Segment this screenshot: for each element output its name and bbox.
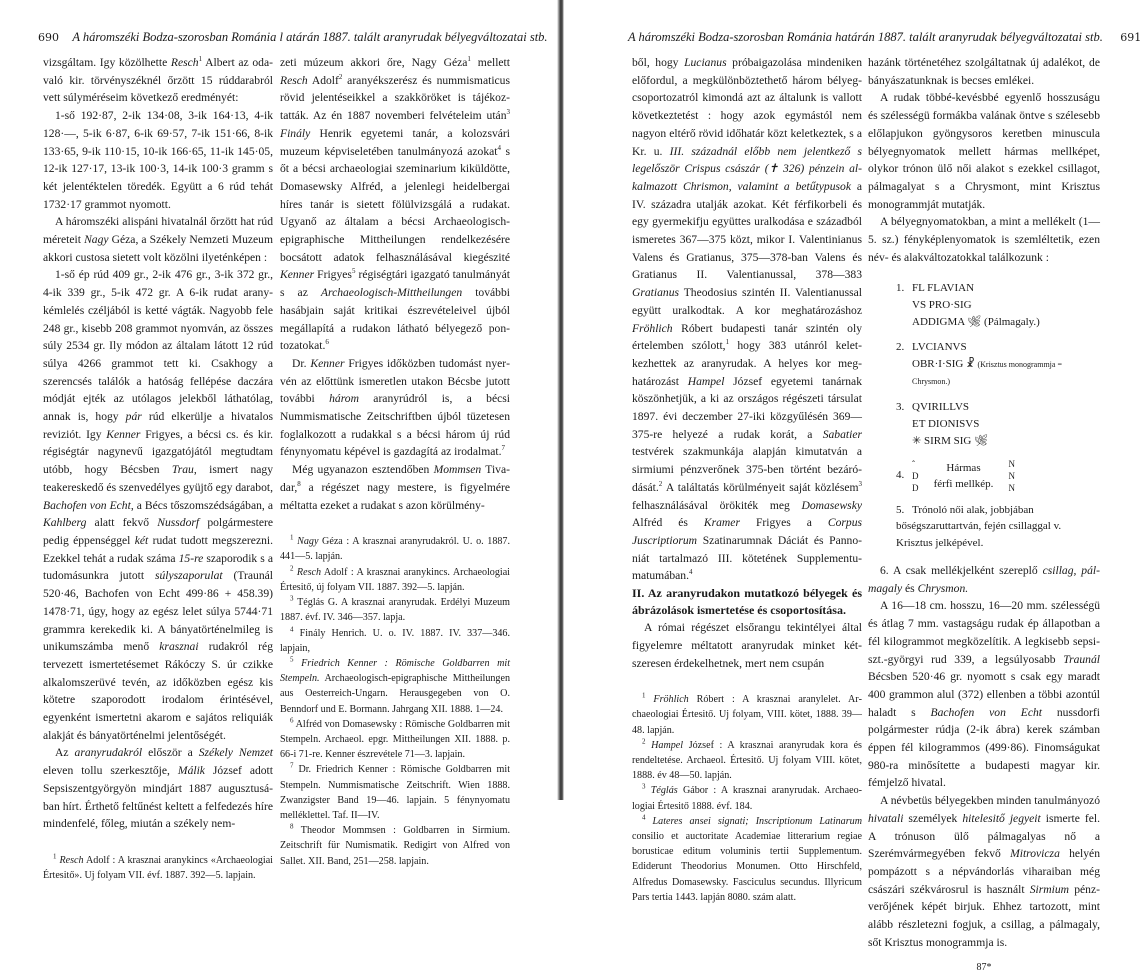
italic-name: Trau <box>171 463 194 477</box>
paragraph <box>280 461 510 514</box>
stamp-number: 5. <box>896 503 905 516</box>
text-run: s őt a bécsi archaeologiai szeminarium kiküldötte, Domasewsky Alfréd, a jelenlegi heidelbergai híres tanár is sietett fölülvizsgálá a rudakat. Ugyanő az általam a bécsi Archaeologisch-epigraphische Mittheilungen rendelkezésére bocsátott adatok felhasználásával kiegészité <box>280 144 510 264</box>
footnote-number: 2 <box>642 737 646 746</box>
italic-name: Málik <box>177 764 205 778</box>
italic-title: Archaeologisch-Mittheilungen <box>320 286 463 300</box>
text-run: a IV. századra utalják azokat. Két férfikorbeli és egy gyermekifju együttes uralkodása e századból ismeretes 367—375 közt, mikor I. Valentinianus Valens és Gratianus, 375—378-ban Valens és Gratianus II. Valentianussal, 378—383 <box>632 179 862 282</box>
n-symbol-icon: N N N <box>1008 458 1015 493</box>
paragraph <box>280 54 510 355</box>
italic-title: Székely Nemzet <box>198 746 273 760</box>
italic-name: Kenner <box>310 356 345 370</box>
footnote-number: 2 <box>290 564 294 573</box>
text-run: először a <box>142 746 199 760</box>
text-run: Géza, a Székely Nemzeti Muzeum akkori custosa sietett volt közölni ilyeténképen : <box>43 233 273 264</box>
text-run: József egyetemi tanárnak köszönhetjük, a ki az országos régészeti társulat 1897. évi deczember 27-iki közgyűlésén 369—375-re helyezé a rudak korát, a <box>632 374 862 441</box>
page-number: 691 <box>1120 31 1141 44</box>
stamp-item <box>896 280 1100 330</box>
paragraph <box>43 266 273 744</box>
italic-name: Nagy <box>84 233 109 247</box>
running-title: A háromszéki Bodza-szorosban Románia határán 1887. talált aranyrudak bélyegváltozatai stb. <box>628 30 1103 44</box>
italic-word: pár <box>125 410 142 424</box>
text-run: pénzverőjének képét birjuk. Ehhez tartozott, mint alább részletezni fogjuk, a csillag, a pálmagaly, sőt Krisztus monogrammja is. <box>868 882 1100 949</box>
text-run: próbaigazolása mindeniken előfordul, a megkülönböztethető három bélyegcsoportozatról kimondá azt az általunk is vallott következtetést : hogy azok egymástól nem nagyon eltérő rövid időhatár közt keletkeztek, s a Kr. u. <box>632 56 862 158</box>
footnote-ref[interactable]: 2 <box>338 72 343 81</box>
paragraph: 1-ső 192·87, 2-ik 134·08, 3-ik 164·13, 4-ik 128·—, 5-ik 6·87, 6-ik 69·57, 7-ik 151·66, 8-ik 133·65, 9-ik 110·15, 10-ik 166·65, 11-ik 145·05, 12-ik 127·17, 13-ik 100·3, 14-ik 100·3 gramm s két jelentéktelen töredék. Együtt a 6 rúd tehát 1732·17 grammot nyomott. <box>43 109 273 211</box>
text-run: ismerte fel. A trónuson ülő pálmagalyas nő a Szerémvármegyében fekvő <box>868 811 1100 861</box>
italic-word: hitelesitő jegyeit <box>962 811 1041 825</box>
stamp-line: Trónoló női alak, jobbjában bőségszaruttartván, fején csillaggal v. Krisztus jelképével. <box>896 503 1062 550</box>
italic-name: Finály <box>280 126 311 140</box>
footnote-author: Lateres ansei signati; Inscriptionum Latinarum <box>652 815 862 827</box>
italic-place: Sirmium <box>1029 882 1070 896</box>
italic-word: csillag, pálmagaly <box>868 564 1100 595</box>
paragraph <box>280 355 510 461</box>
stamp-note: (Krisztus monogrammja = Chrysmon.) <box>912 359 1062 387</box>
text-run: Alfréd és <box>632 516 704 530</box>
paragraph <box>43 54 273 107</box>
italic-title: Corpus Juscriptiorum <box>632 516 863 547</box>
stamp-line: OBR·I·SIG <box>912 357 964 370</box>
italic-name: Lucianus <box>684 56 727 69</box>
star-icon: ✳ <box>912 434 922 447</box>
footnote-text: Finály Henrich. U. o. IV. 1887. IV. 337—346. lapjain, <box>280 627 510 654</box>
text-run: , ismert nagy teakereskedő és szenvedélyes gyüjtő egy darabot, <box>43 463 273 494</box>
italic-name: Resch <box>280 73 308 87</box>
text-run: Frigyes, a bécsi cs. és kir. régiségtár nagynevű igazgatójától megtudtam utóbb, hogy Bécsben <box>43 427 274 477</box>
footnote-author: Hampel <box>651 739 684 751</box>
italic-name: Bachofen von Echt <box>930 705 1042 719</box>
text-run: régiségtári igazgató tanulmányát s az <box>280 268 510 300</box>
text-run: Az <box>55 746 75 760</box>
text-run: rudat tudott megszerezni. Ezekkel tehát a rudak száma <box>43 533 274 565</box>
stamp-line: VS PRO·SIG <box>912 299 972 312</box>
footnote-text: Róbert : A krasznai aranylelet. Archaeologiai Értesitő. Uj folyam, VIII. kötet, 1888. 39—48. lapján. <box>632 694 862 736</box>
footnote-text: Téglás G. A krasznai aranyrudak. Erdélyi Muzeum 1887. évf. IV. 346—357. lapja. <box>280 597 510 624</box>
text-run: 6. A csak mellékjelként szereplő <box>880 564 1043 577</box>
italic-place: Mitrovicza <box>1010 847 1060 861</box>
text-run: nussdorfi polgármester rúdja (2-ik ábra) kerek számban éppen fél kilogrammos (499·86). Finomságukat 980-ra minősítette a budapesti magyar kir. fémjelző hivatal. <box>868 705 1100 790</box>
paragraph <box>632 54 862 585</box>
left-page <box>0 0 560 882</box>
section-heading: II. Az aranyrudakon mutatkozó bélyegek és ábrázolások ismertetése és csoportosítása. <box>632 586 862 618</box>
footnote-author: Fröhlich <box>653 694 689 706</box>
footnote-number: 3 <box>642 783 646 792</box>
stamp-item <box>896 399 1100 449</box>
italic-word: krasznai <box>159 640 199 654</box>
footnote-number: 1 <box>290 533 294 542</box>
footnotes <box>632 692 862 905</box>
footnote <box>43 853 273 883</box>
footnote-author: Resch <box>296 566 322 578</box>
text-run: Bécsben 520·46 gr. nyomott s csak egy maradt 400 grammon alul (372) ellenben a többi azontúl haladt s <box>868 670 1100 719</box>
text-column <box>868 54 1100 977</box>
text-run: vizsgáltam. Igy közölhette <box>43 56 171 69</box>
footnote <box>280 626 510 656</box>
italic-word: 15-re <box>178 551 204 565</box>
text-run: ből, hogy <box>632 56 685 69</box>
text-run: rudakról rég tervezett ismertetésemet Rákóczy S. úr czikke alkalomszerüvé tevén, az időközben egész kis kötetre szaporodott irodalom érintésével, egyenként ismertetni akarom e sajátos reliquiák alakját és bányatörténelmi jelentőségét. <box>43 640 273 742</box>
italic-phrase: III. századnál előbb nem jelentkező s legelőször Crispus császár (✝ 326) pénzein alkalmazott Chrismon, valamint a betűtypusok <box>632 144 863 193</box>
page-number: 690 <box>38 31 59 44</box>
footnote <box>280 717 510 763</box>
text-run: polgármestere pedig éppenséggel <box>43 516 273 547</box>
text-run: , a Bécs tőszomszédságában, a <box>130 498 273 512</box>
stamp-number: 2. <box>896 340 905 353</box>
palm-branch-icon: 🌿︎ <box>967 316 982 329</box>
footnote-ref[interactable]: 4 <box>688 568 693 577</box>
footnote-text: Adolf : A krasznai aranykincs. Archaeologiai Értesitő, új folyam VII. 1887. 392—5. lapján. <box>280 566 510 593</box>
text-run: Még ugyanazon esztendőben <box>292 463 434 477</box>
italic-name: Kenner <box>280 268 315 282</box>
paragraph: A bélyegnyomatokban, a mint a mellékelt (1—5. sz.) fényképlenyomatok is szemléltetik, ezen név- és alakváltozatokkal találkozunk : <box>868 215 1100 264</box>
footnote-number: 7 <box>290 761 294 770</box>
italic-name: Mommsen <box>433 463 482 477</box>
italic-name: Sabatier <box>822 427 862 441</box>
italic-name: Bachofen von Echt <box>43 498 131 512</box>
footnote <box>280 762 510 823</box>
footnote <box>632 738 862 784</box>
paragraph: A rudak többé-kevésbbé egyenlő hosszuságu és szélességü formákba valának öntve s szélesebb előlapjukon gyöngysoros keretben minuscula bélyegnyomatok mellett hármas mellképet, olykor trónon ülő női alakot s ezekkel csillagot, pálmagalyat s a Chrysmont, mint Krisztus monogrammját mutatják. <box>868 91 1100 211</box>
text-run: Dr. <box>292 356 311 370</box>
stamp-line: ADDIGMA <box>912 316 965 329</box>
stamp-item <box>896 339 1100 391</box>
text-run: A 16—18 cm. hosszu, 16—20 mm. szélességü és átlag 7 mm. vastagságu rudak ép állapotban a fél kilogrammot megközelítik. A legkisebb sepsi-szt.-györgyi rud 339, a legsúlyosabb <box>868 599 1100 666</box>
footnote-text: Dr. Friedrich Kenner : Römische Goldbarren mit Stempeln. Nummismatische Zeitschrift. Wien 1888. Zwanzigster Band 19—46. lapjain. 5 fénynyomatu melléklettel. Taf. II—IV. <box>280 764 511 821</box>
stamp-item <box>896 458 1100 494</box>
text-run: Albert az odavaló kir. törvényszéknél őrzött 15 rúddarabról vett súlyméréseim következő eredményét: <box>43 56 273 105</box>
stamp-number: 4. <box>896 469 905 482</box>
text-run: személyek <box>903 811 963 825</box>
footnote-text: Theodor Mommsen : Goldbarren in Sirmium. Zeitschrift für Numismatik. Redigirt von Alfred von Sallet. XII. Band, 251—258. lapjain. <box>280 825 511 867</box>
stamp-item <box>896 502 1100 552</box>
text-run: A névbetüs bélyegekben minden tanulmányozó <box>880 794 1100 808</box>
stamp-caption-line: Hármas <box>946 461 981 474</box>
footnote-ref[interactable]: 4 <box>497 143 501 152</box>
footnote-text: consilio et auctoritate Academiae litterarium regiae borusticae editum voluminis tertii Supplementum. Ediderunt Theodorius Monumen. Otto Hirschfeld, Alfredus Domasewsky. Fasciculus secundus. Illyricum Pars tertia 1443. lapján 8080. szám alatt. <box>632 831 862 903</box>
footnote-text: Gábor : A krasznai aranyrudak. Archaeologiai Értesitő 1888. évf. 184. <box>632 785 862 812</box>
footnote-number: 6 <box>290 716 294 725</box>
text-run: a régészet nagy mestere, is figyelmére méltatta ezeket a rudakat s azon körülmény- <box>280 480 510 512</box>
paragraph: A római régészet elsőrangu tekintélyei által figyelemre méltatott aranyrudak minket kétszeresen érdekelhetnek, mert nem csupán <box>632 621 862 670</box>
footnote-ref[interactable]: 6 <box>325 338 329 347</box>
stamp-line: SIRM SIG <box>923 434 972 447</box>
footnote-number: 1 <box>53 852 57 861</box>
italic-place: Kahlberg <box>43 516 87 530</box>
running-head-left <box>38 30 548 45</box>
footnote-ref[interactable]: 1 <box>198 55 203 64</box>
text-run: A háromszéki alispáni hivatalnál őrzött hat rúd méreteit <box>43 215 273 247</box>
footnote-text: Géza : A krasznai aranyrudakról. U. o. 1887. 441—5. lapján. <box>280 536 510 563</box>
footnote-author: Nagy <box>297 536 319 548</box>
footnote-number: 4 <box>290 625 294 634</box>
paragraph <box>43 213 273 266</box>
text-run: alatt fekvő <box>86 516 158 530</box>
footnote <box>280 534 510 564</box>
text-run: felhasználásával örökiték meg <box>632 498 802 512</box>
italic-name: Hampel <box>687 374 725 388</box>
text-run: mellett <box>470 56 511 69</box>
footnote-ref[interactable]: 1 <box>725 338 730 347</box>
italic-word: három <box>329 392 359 406</box>
text-run: hogy 383 utánról keletkezhettek az aranyrudak. A helyes kor meghatározást <box>632 339 862 388</box>
text-run: és <box>902 581 918 595</box>
footnote-ref[interactable]: 8 <box>297 480 301 489</box>
footnote-ref[interactable]: 5 <box>351 267 356 276</box>
text-run: Theodosius szintén II. Valentianussal együtt uralkodtak. A kor meghatározáshoz <box>632 286 862 317</box>
footnote-text: Archaeologisch-epigraphische Mittheilungen aus Oesterreich-Ungarn. Herausgegeben von O. Benndorf und E. Bormann. Jahrgang XII. 1888. 1—24. <box>280 673 510 715</box>
text-run: rúd elkerülje a hivatalos reviziót. Igy <box>43 410 274 441</box>
stamp-caption-line: férfi mellkép. <box>933 477 994 490</box>
footnote-number: 8 <box>290 822 294 831</box>
stamp-note: (Pálmagaly.) <box>984 316 1040 329</box>
text-run: további hasábjain saját kritikai észrevételeivel újból megállapítá a rudakon látható bélyegező pontozatokat. <box>280 286 510 353</box>
text-run: szaporodik s a tudomásunkra jutott <box>43 551 273 583</box>
footnote-author: Friedrich Kenner : Römische Goldbarren mit Stempeln. <box>280 657 510 685</box>
footnote-ref[interactable]: 2 <box>658 480 663 489</box>
italic-name: Fröhlich <box>632 321 673 335</box>
footnote <box>280 656 510 717</box>
text-run: (Traunál 520·46, Bachofen von Echt 499·86 + 458.39) 1478·71, úgy, hogy az egész lelet súlya 5744·71 grammra kerekedik ki. A bányatörténelmileg is unikumszámba menő <box>43 569 273 654</box>
text-run: Frigyes időközben tudomást nyervén az előttünk ismeretlen utakon Bécsbe jutott további <box>280 356 511 406</box>
italic-word: súlyszaporulat <box>154 569 223 583</box>
italic-name: Gratianus <box>632 286 680 300</box>
italic-word: hivatali <box>868 811 904 825</box>
paragraph <box>868 562 1100 597</box>
text-run: Frigyes <box>314 268 352 282</box>
italic-name: Traunál <box>1063 652 1100 666</box>
footnote-ref[interactable]: 3 <box>506 108 510 117</box>
footnote-number: 5 <box>290 655 294 664</box>
stamp-line: ET DIONISVS <box>912 418 980 431</box>
paragraph <box>868 597 1100 792</box>
italic-name: Domasewsky <box>801 498 862 512</box>
paragraph <box>43 744 273 833</box>
text-run: aranyékszerész és nummismaticus rövid jelentéseikkel a szakköröket is tájékoztatták. Az én 1887 novemberi felvételeim után <box>280 73 510 123</box>
footnote <box>632 692 862 738</box>
stamp-line: QVIRILLVS <box>912 401 970 414</box>
text-run: helyén pompázott s a népvándorlás viharaiban még császári székvárosrul is használt <box>868 847 1100 896</box>
paragraph: hazánk történetéhez szolgáltatnak új adalékot, de bányászatunknak is becses emlékei. <box>868 56 1100 87</box>
d-symbol-icon: ˆ D D <box>912 458 919 493</box>
footnotes <box>43 853 273 883</box>
text-column <box>43 54 273 883</box>
footnote-text: Adolf : A krasznai aranykincs «Archaeologiai Értesitő». Uj folyam VII. évf. 1887. 392—5. lapjain. <box>43 854 273 882</box>
text-run: testvérek szakmunkája alapján kimutatván a sirmiumi pénzverőnek 375-ben történt bezáródását. <box>632 445 862 494</box>
footnote-author: Téglás <box>650 785 678 797</box>
running-title: A háromszéki Bodza-szorosban Románia l atárán 1887. talált aranyrudak bélyegváltozatai stb. <box>72 30 548 44</box>
text-column <box>632 54 862 905</box>
text-run: József adott Sepsiszentgyörgyön mindjárt 1887 augusztusában hírt. Érthető feltűnést keltett a felfedezés híre mindenfelé, főleg, miután a székely nem- <box>43 764 273 831</box>
stamp-number: 1. <box>896 282 905 295</box>
footnote-number: 3 <box>290 594 294 603</box>
text-run: Henrik egyetemi tanár, a kolozsvári muzeum képviseletében tanulmányozá azokat <box>280 126 510 158</box>
italic-name: Kramer <box>703 516 740 530</box>
text-run: Tivadar, <box>280 463 511 494</box>
footnote-text: Alfréd von Domasewsky : Römische Goldbarren mit Stempeln. Archaeol. epgr. Mittheilungen XII. 1888. p. 66-i 71-re. Kenner észrevétele 71—3. lapjain. <box>280 718 510 761</box>
italic-place: Nussdorf <box>157 516 200 530</box>
text-run: zeti múzeum akkori őre, Nagy Géza <box>280 56 468 69</box>
footnote-author: Resch <box>59 854 84 866</box>
footnote <box>280 595 510 625</box>
paragraph <box>868 792 1100 951</box>
signature-mark: 87* <box>976 962 992 974</box>
footnote <box>632 783 862 813</box>
running-head-right <box>628 30 1141 45</box>
footnote <box>632 814 862 905</box>
footnote-number: 4 <box>642 813 646 822</box>
text-run: A találtatás körülményeit saját közlésem <box>662 480 859 494</box>
footnote-ref[interactable]: 1 <box>467 55 471 64</box>
stamp-list <box>896 280 1100 552</box>
footnote-text: József : A krasznai aranyrudak kora és rendeltetése. Archaeol. Értesitő. Uj folyam VIII. kötet, 1888. év 48—50. lapján. <box>632 739 862 782</box>
text-run: Róbert budapesti tanár szintén oly értelemben szólott, <box>632 321 862 353</box>
italic-word: Chrysmon. <box>917 581 969 595</box>
italic-name: Kenner <box>106 427 141 441</box>
chrismon-icon: ☧ <box>966 357 975 370</box>
italic-name: Resch <box>170 56 199 69</box>
footnote-ref[interactable]: 7 <box>501 444 505 453</box>
text-run: eleven tollu szerkesztője, <box>43 764 178 778</box>
text-run: Frigyes a <box>739 516 828 530</box>
stamp-number: 3. <box>896 401 905 414</box>
footnotes <box>280 534 510 868</box>
italic-word: két <box>134 533 149 547</box>
footnote <box>280 565 510 595</box>
stamp-caption <box>919 460 1009 492</box>
text-column <box>280 54 510 869</box>
stamp-line: FL FLAVIAN <box>912 282 975 295</box>
footnote-number: 1 <box>642 691 646 700</box>
text-run: 1-ső ép rúd 409 gr., 2-ik 476 gr., 3-ik 372 gr., 4-ik 339 gr., 5-ik 472 gr. A 6-ik rudat aranykémlelés czéljából is ketté vágták. Nagyobb fele 248 gr., kisebb 208 grammot nyomván, az összes súly 2534 gr. Ily módon az általam látott 12 rúd súlya 4266 grammot tett ki. Csakhogy a szerencsés találók a hatóság fellépése daczára módját ejték az utólagos jelekből láthatólag, annak is, hogy <box>43 268 273 424</box>
palm-branch-icon: 🌿︎ <box>974 434 989 447</box>
text-run: aranyrúdról is, a bécsi Nummismatische Zeitschriftben újból tüzetesen foglalkozott a rudakkal s a bécsi három új rúd fénynyomatu képével is gazdagítá az irodalmat. <box>280 392 510 459</box>
stamp-line: LVCIANVS <box>912 340 967 353</box>
italic-word: aranyrudakról <box>74 746 143 760</box>
footnote <box>280 823 510 869</box>
text-run: Adolf <box>307 73 339 87</box>
text-run: Szatinarumnak Dáciát és Pannoniát tartalmazó III. kötetének Supplementumatumában. <box>632 533 862 583</box>
footnote-ref[interactable]: 3 <box>858 480 862 489</box>
